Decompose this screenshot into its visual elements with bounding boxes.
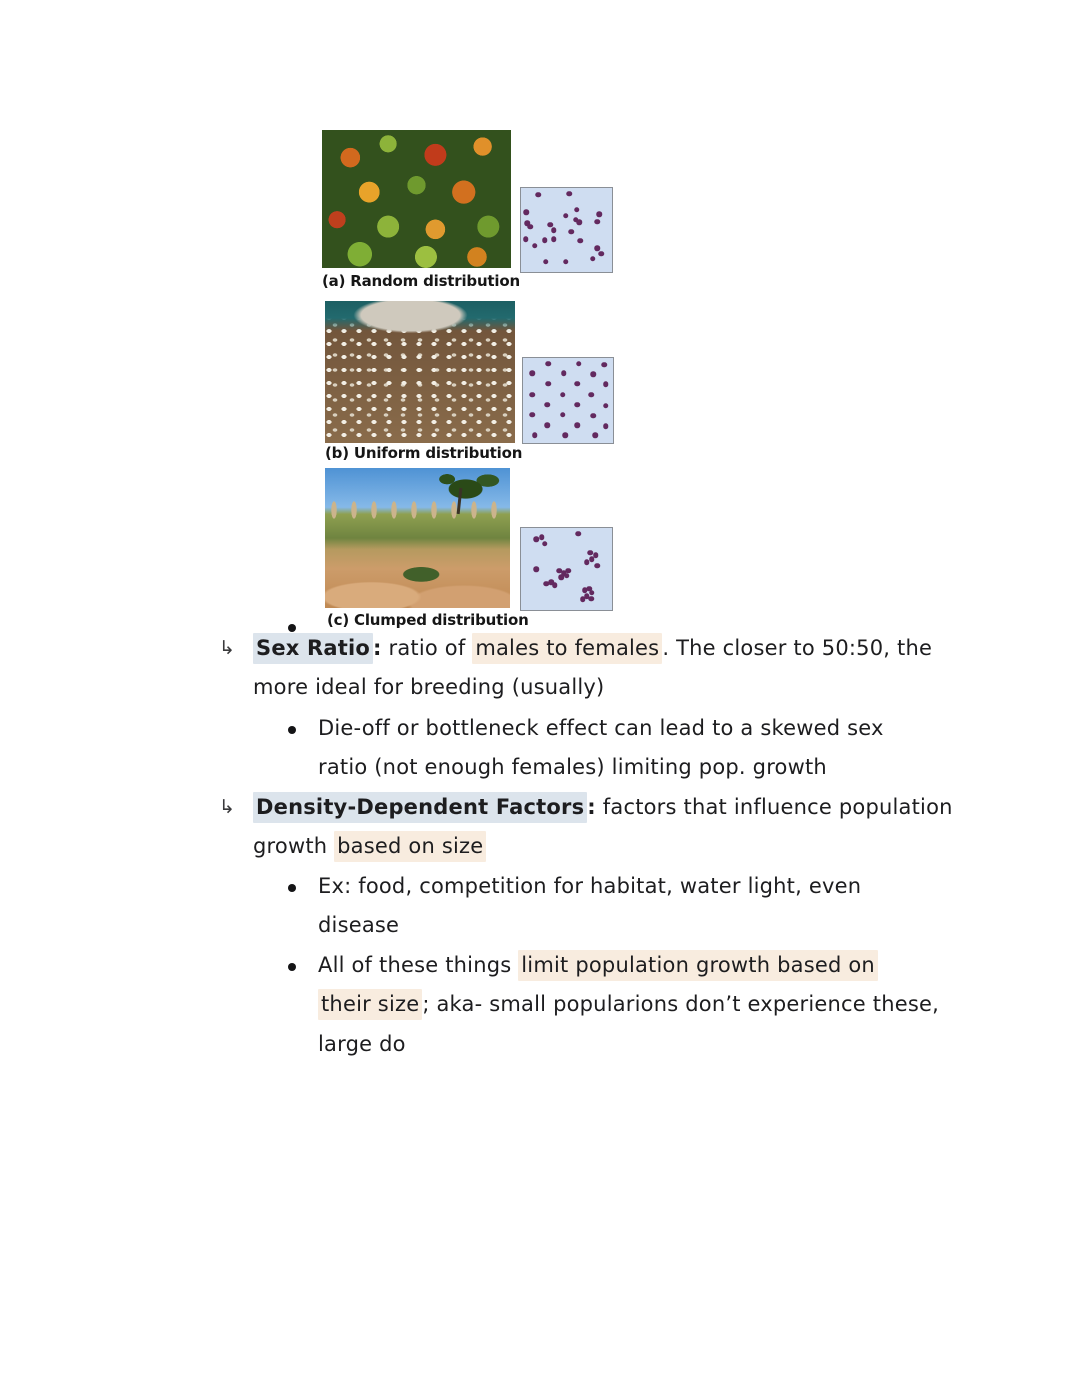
note-text: growth xyxy=(253,834,335,858)
return-arrow-icon: ↳ xyxy=(219,796,236,818)
note-line-3 xyxy=(0,716,1080,748)
bullet-icon xyxy=(288,624,296,632)
note-line-text xyxy=(253,834,486,858)
note-text: ratio (not enough females) limiting pop. growth xyxy=(318,755,827,779)
highlighted-text: based on size xyxy=(334,831,486,862)
bullet-icon xyxy=(288,884,296,892)
note-line-11 xyxy=(0,1032,1080,1064)
highlighted-text: males to females xyxy=(472,633,662,664)
note-line-text xyxy=(318,953,878,977)
note-line-9 xyxy=(0,953,1080,985)
note-text: : xyxy=(373,636,382,660)
note-line-2 xyxy=(0,675,1080,707)
note-text: ; aka- small popularions don’t experience these, xyxy=(422,992,939,1016)
note-text: large do xyxy=(318,1032,406,1056)
highlighted-text: their size xyxy=(318,989,422,1020)
bullet-icon xyxy=(288,963,296,971)
return-arrow-icon: ↳ xyxy=(219,637,236,659)
note-line-10 xyxy=(0,992,1080,1024)
note-line-text xyxy=(253,675,604,699)
note-text: Die-off or bottleneck effect can lead to a skewed sex xyxy=(318,716,884,740)
note-line-5 xyxy=(0,795,1080,827)
note-line-text xyxy=(318,716,884,740)
figure-caption-a: (a) Random distribution xyxy=(322,272,520,290)
note-line-text xyxy=(318,992,939,1016)
note-text: disease xyxy=(318,913,400,937)
bullet-icon xyxy=(288,726,296,734)
figure-caption-c: (c) Clumped distribution xyxy=(327,611,529,629)
highlighted-text: limit population growth based on xyxy=(518,950,878,981)
note-line-text xyxy=(318,755,827,779)
figure-caption-b: (b) Uniform distribution xyxy=(325,444,523,462)
note-text: factors that influence population xyxy=(595,795,953,819)
highlighted-text: Sex Ratio xyxy=(253,633,373,664)
note-line-text xyxy=(318,913,399,937)
highlighted-text: Density-Dependent Factors xyxy=(253,792,587,823)
note-text: . The closer to 50:50, the xyxy=(662,636,933,660)
note-line-text xyxy=(318,1032,406,1056)
note-text: more ideal for breeding (usually) xyxy=(253,675,605,699)
note-text: All of these things xyxy=(318,953,519,977)
note-text: : xyxy=(587,795,596,819)
note-line-text xyxy=(253,636,932,660)
note-text: Ex: food, competition for habitat, water light, even xyxy=(318,874,862,898)
note-line-7 xyxy=(0,874,1080,906)
note-line-6 xyxy=(0,834,1080,866)
note-line-4 xyxy=(0,755,1080,787)
note-line-8 xyxy=(0,913,1080,945)
note-text: ratio of xyxy=(381,636,473,660)
note-line-text xyxy=(253,795,953,819)
note-line-text xyxy=(318,874,861,898)
note-line-1 xyxy=(0,636,1080,668)
